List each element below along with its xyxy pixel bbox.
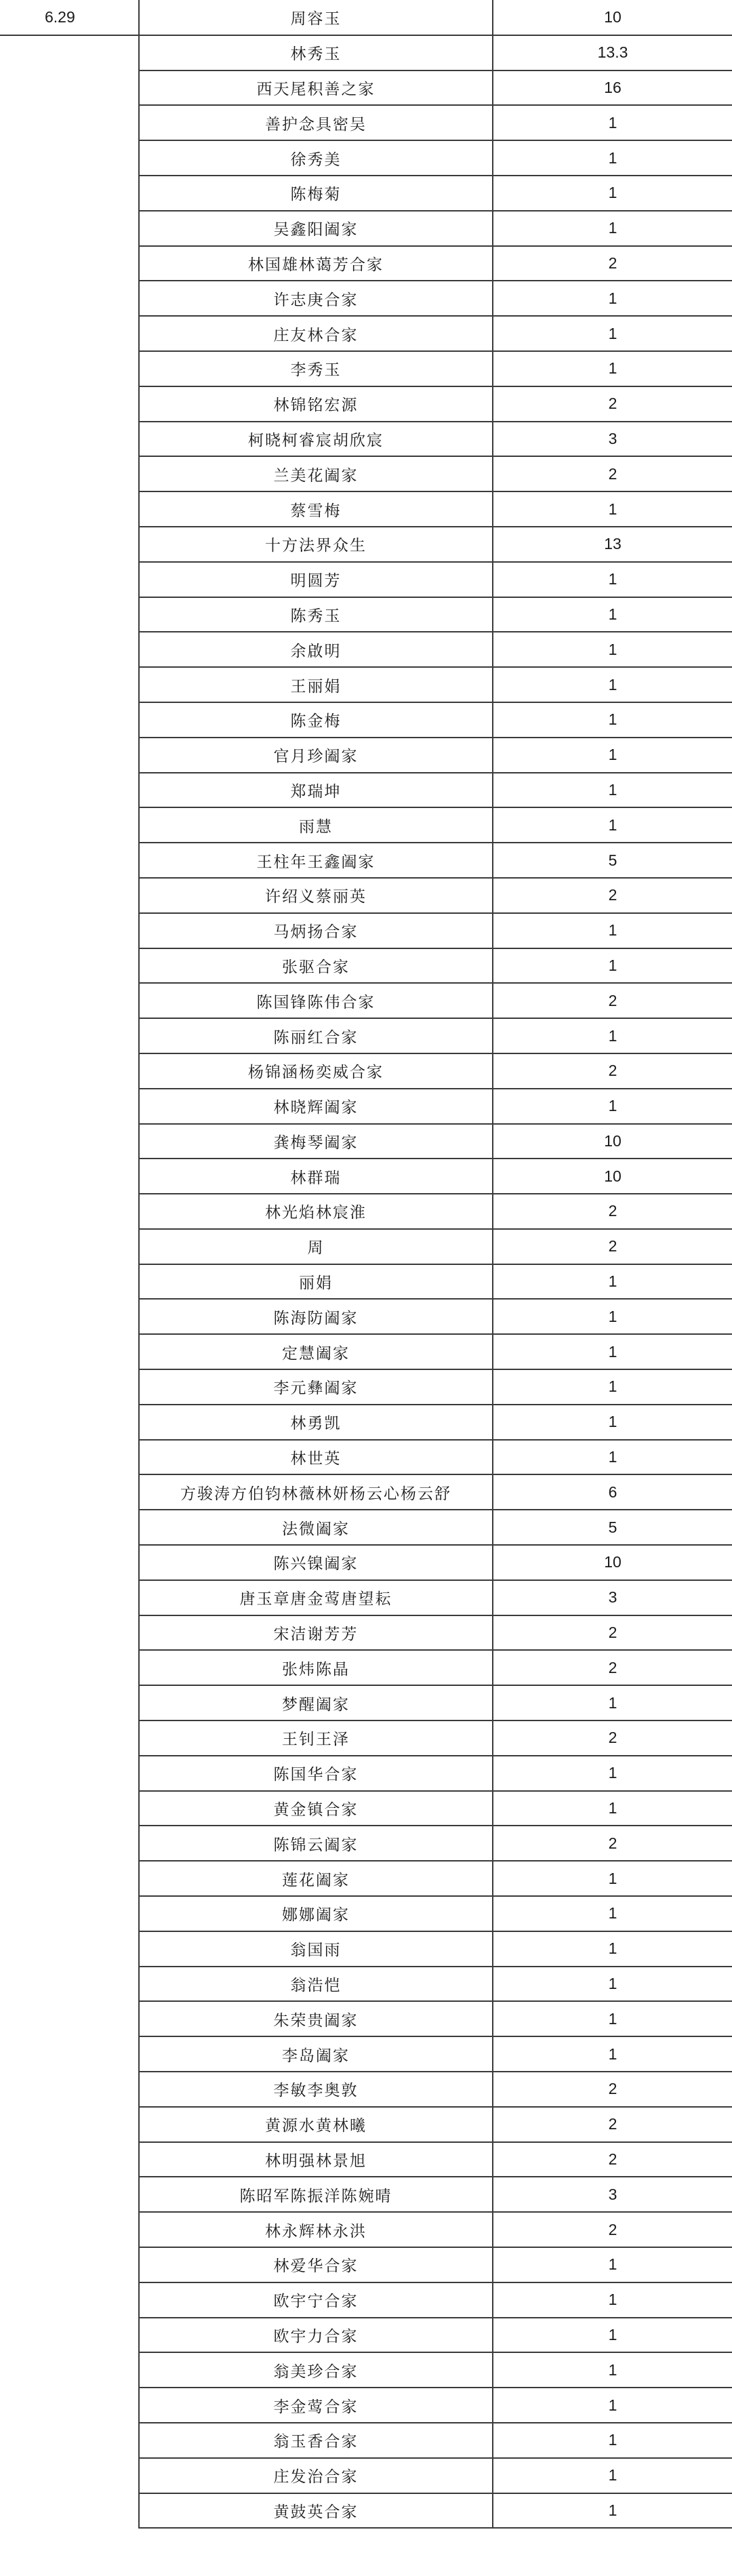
donor-name-cell: 陈秀玉 [139,597,493,632]
donor-name-cell: 梦醒阖家 [139,1685,493,1720]
donation-amount-cell: 2 [493,1615,732,1651]
donation-amount-cell: 1 [493,2318,732,2353]
donation-amount-cell: 1 [493,1931,732,1967]
donation-amount-cell: 1 [493,807,732,843]
donation-amount-cell: 1 [493,1369,732,1405]
donor-name-cell: 定慧阖家 [139,1334,493,1369]
donation-amount-cell: 1 [493,1440,732,1475]
donor-name-cell: 欧宇力合家 [139,2318,493,2353]
donor-name-cell: 林国雄林蔼芳合家 [139,246,493,281]
donation-amount-cell: 1 [493,211,732,246]
donation-amount-cell: 2 [493,1650,732,1685]
donation-amount-cell: 10 [493,1159,732,1194]
donation-amount-cell: 1 [493,1791,732,1826]
donor-name-cell: 王钊王泽 [139,1720,493,1756]
donor-name-cell: 法微阖家 [139,1510,493,1545]
donation-amount-cell: 1 [493,948,732,984]
donation-amount-cell: 2 [493,1194,732,1229]
donor-name-cell: 朱荣贵阖家 [139,2001,493,2036]
donor-name-cell: 余啟明 [139,632,493,667]
donor-name-cell: 周 [139,1229,493,1264]
donor-name-cell: 郑瑞坤 [139,773,493,808]
donation-amount-cell: 1 [493,1334,732,1369]
donation-amount-cell: 1 [493,2423,732,2458]
donation-amount-cell: 1 [493,1089,732,1124]
donor-name-cell: 明圆芳 [139,562,493,597]
donation-amount-cell: 2 [493,2107,732,2142]
donor-name-cell: 蔡雪梅 [139,491,493,527]
donation-amount-cell: 1 [493,1264,732,1300]
donor-name-cell: 林爱华合家 [139,2247,493,2282]
donation-amount-cell: 1 [493,176,732,211]
donor-name-cell: 柯晓柯睿宸胡欣宸 [139,422,493,457]
donation-amount-cell: 1 [493,2388,732,2423]
donation-amount-cell: 1 [493,2247,732,2282]
donor-name-cell: 翁玉香合家 [139,2423,493,2458]
donation-amount-cell: 1 [493,913,732,948]
donor-name-cell: 龚梅琴阖家 [139,1124,493,1159]
donor-name-cell: 王丽娟 [139,667,493,702]
donor-name-cell: 陈锦云阖家 [139,1826,493,1861]
donation-amount-cell: 2 [493,878,732,913]
donor-name-cell: 陈丽红合家 [139,1018,493,1053]
donation-amount-cell: 2 [493,2212,732,2247]
donor-name-cell: 周容玉 [139,0,493,35]
donation-amount-cell: 1 [493,2001,732,2036]
donation-amount-cell: 10 [493,1545,732,1580]
donation-amount-cell: 2 [493,1826,732,1861]
donor-name-cell: 张驱合家 [139,948,493,984]
donation-amount-cell: 2 [493,2142,732,2177]
donor-name-cell: 翁浩恺 [139,1967,493,2002]
donor-name-cell: 黄鼓英合家 [139,2493,493,2529]
donor-name-cell: 林秀玉 [139,35,493,71]
donor-name-cell: 兰美花阖家 [139,456,493,491]
donation-amount-cell: 3 [493,422,732,457]
donor-name-cell: 善护念具密吴 [139,105,493,140]
donation-amount-cell: 1 [493,773,732,808]
donor-name-cell: 林锦铭宏源 [139,386,493,422]
donation-amount-cell: 1 [493,1896,732,1931]
donation-amount-cell: 1 [493,562,732,597]
donor-name-cell: 欧宇宁合家 [139,2282,493,2318]
donation-amount-cell: 1 [493,1756,732,1791]
donation-amount-cell: 1 [493,738,732,773]
donor-name-cell: 庄发治合家 [139,2458,493,2493]
donation-amount-cell: 2 [493,246,732,281]
donor-name-cell: 雨慧 [139,807,493,843]
donor-name-cell: 李岛阖家 [139,2036,493,2072]
donation-amount-cell: 3 [493,1580,732,1615]
donation-amount-cell: 1 [493,702,732,738]
donation-amount-cell: 10 [493,1124,732,1159]
donation-amount-cell: 10 [493,0,732,35]
donation-amount-cell: 2 [493,386,732,422]
donation-amount-cell: 13.3 [493,35,732,71]
donation-amount-cell: 1 [493,1018,732,1053]
donation-amount-cell: 2 [493,1053,732,1089]
donation-amount-cell: 1 [493,105,732,140]
donor-name-cell: 李秀玉 [139,351,493,386]
donor-name-cell: 张炜陈晶 [139,1650,493,1685]
donor-name-cell: 官月珍阖家 [139,738,493,773]
donor-name-cell: 林光焰林宸淮 [139,1194,493,1229]
table-row [0,0,732,35]
donation-amount-cell: 1 [493,1405,732,1440]
donor-name-cell: 陈昭军陈振洋陈婉晴 [139,2177,493,2212]
donor-name-cell: 林群瑞 [139,1159,493,1194]
donation-amount-cell: 1 [493,632,732,667]
donor-name-cell: 林世英 [139,1440,493,1475]
donation-amount-cell: 5 [493,843,732,878]
donor-name-cell: 娜娜阖家 [139,1896,493,1931]
donor-name-cell: 许志庚合家 [139,281,493,316]
donation-amount-cell: 2 [493,1229,732,1264]
donation-amount-cell: 1 [493,1299,732,1334]
donation-amount-cell: 16 [493,71,732,106]
donor-name-cell: 马炳扬合家 [139,913,493,948]
donation-amount-cell: 1 [493,351,732,386]
donation-amount-cell: 1 [493,316,732,351]
donor-name-cell: 陈国华合家 [139,1756,493,1791]
donation-amount-cell: 1 [493,667,732,702]
donation-amount-cell: 1 [493,1861,732,1896]
donor-name-cell: 十方法界众生 [139,527,493,562]
donation-amount-cell: 1 [493,281,732,316]
donor-name-cell: 林明强林景旭 [139,2142,493,2177]
donation-amount-cell: 1 [493,597,732,632]
donor-name-cell: 李元彝阖家 [139,1369,493,1405]
donor-name-cell: 方骏涛方伯钧林薇林妍杨云心杨云舒 [139,1474,493,1510]
donation-amount-cell: 3 [493,2177,732,2212]
donation-amount-cell: 6 [493,1474,732,1510]
date-column-blank [0,35,139,2529]
donor-name-cell: 林永辉林永洪 [139,2212,493,2247]
donation-amount-cell: 1 [493,2352,732,2388]
donor-name-cell: 许绍义蔡丽英 [139,878,493,913]
donor-name-cell: 陈海防阖家 [139,1299,493,1334]
donor-name-cell: 陈金梅 [139,702,493,738]
donation-amount-cell: 2 [493,983,732,1018]
donor-name-cell: 庄友林合家 [139,316,493,351]
donor-name-cell: 丽娟 [139,1264,493,1300]
donor-name-cell: 黄金镇合家 [139,1791,493,1826]
table-row [0,35,732,71]
donor-name-cell: 吴鑫阳阖家 [139,211,493,246]
date-cell: 6.29 [0,0,139,35]
donor-name-cell: 杨锦涵杨奕威合家 [139,1053,493,1089]
donation-amount-cell: 1 [493,2493,732,2529]
donor-name-cell: 翁国雨 [139,1931,493,1967]
donor-name-cell: 徐秀美 [139,140,493,176]
donor-name-cell: 李敏李奥敦 [139,2072,493,2107]
donation-amount-cell: 1 [493,2036,732,2072]
donation-amount-cell: 1 [493,2458,732,2493]
donation-amount-cell: 5 [493,1510,732,1545]
donor-name-cell: 黄源水黄林曦 [139,2107,493,2142]
donation-amount-cell: 2 [493,1720,732,1756]
donor-name-cell: 李金莺合家 [139,2388,493,2423]
donor-name-cell: 唐玉章唐金莺唐望耘 [139,1580,493,1615]
donor-name-cell: 陈梅菊 [139,176,493,211]
donation-amount-cell: 1 [493,491,732,527]
donor-name-cell: 陈兴镍阖家 [139,1545,493,1580]
donation-amount-cell: 2 [493,2072,732,2107]
donation-amount-cell: 1 [493,140,732,176]
donation-amount-cell: 13 [493,527,732,562]
donation-amount-cell: 1 [493,1685,732,1720]
donor-name-cell: 翁美珍合家 [139,2352,493,2388]
donor-name-cell: 林勇凯 [139,1405,493,1440]
donor-name-cell: 王柱年王鑫阖家 [139,843,493,878]
donor-name-cell: 陈国锋陈伟合家 [139,983,493,1018]
donation-amount-cell: 1 [493,2282,732,2318]
donor-name-cell: 林晓辉阖家 [139,1089,493,1124]
donor-name-cell: 莲花阖家 [139,1861,493,1896]
donation-amount-cell: 1 [493,1967,732,2002]
donor-name-cell: 西天尾积善之家 [139,71,493,106]
donation-amount-cell: 2 [493,456,732,491]
donor-name-cell: 宋洁谢芳芳 [139,1615,493,1651]
